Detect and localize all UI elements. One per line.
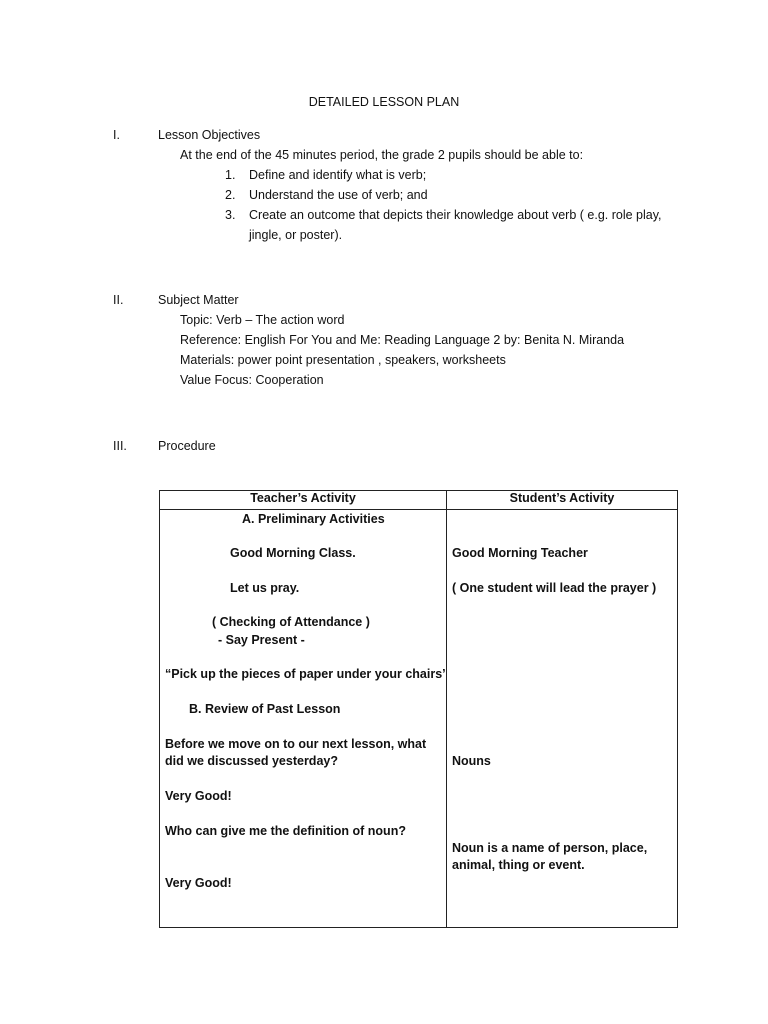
objective-num-2: 2.	[225, 188, 236, 202]
student-greeting: Good Morning Teacher	[452, 546, 588, 560]
procedure-table	[159, 490, 678, 928]
student-activity-cell	[447, 510, 678, 928]
teacher-prelim-heading: A. Preliminary Activities	[242, 512, 385, 526]
section-numeral-procedure: III.	[113, 439, 127, 453]
teacher-say-present: - Say Present -	[218, 633, 305, 647]
section-numeral-subject: II.	[113, 293, 124, 307]
document-title: DETAILED LESSON PLAN	[308, 95, 460, 109]
subject-materials: Materials: power point presentation , speakers, worksheets	[180, 353, 506, 367]
section-numeral-objectives: I.	[113, 128, 120, 142]
objective-text-3-cont: jingle, or poster).	[249, 228, 343, 242]
teacher-greeting: Good Morning Class.	[230, 546, 356, 560]
objective-num-3: 3.	[225, 208, 236, 222]
teacher-question-1-cont: did we discussed yesterday?	[165, 754, 338, 768]
teacher-pray: Let us pray.	[230, 581, 300, 595]
objective-text-1: Define and identify what is verb;	[249, 168, 427, 182]
objective-text-3: Create an outcome that depicts their knowledge about verb ( e.g. role play,	[249, 208, 662, 222]
student-definition-cont: animal, thing or event.	[452, 858, 585, 872]
section-heading-objectives: Lesson Objectives	[158, 128, 261, 142]
section-heading-procedure: Procedure	[158, 439, 216, 453]
header-teacher-activity: Teacher’s Activity	[160, 491, 447, 510]
teacher-very-good-2: Very Good!	[165, 876, 232, 890]
subject-value-focus: Value Focus: Cooperation	[180, 373, 324, 387]
subject-reference: Reference: English For You and Me: Reading Language 2 by: Benita N. Miranda	[180, 333, 625, 347]
table-row	[160, 510, 678, 928]
table-header-row	[160, 491, 678, 510]
teacher-attendance: ( Checking of Attendance )	[212, 615, 370, 629]
student-definition: Noun is a name of person, place,	[452, 841, 648, 855]
teacher-question-1: Before we move on to our next lesson, what	[165, 737, 427, 751]
objectives-intro: At the end of the 45 minutes period, the grade 2 pupils should be able to:	[180, 148, 584, 162]
student-nouns: Nouns	[452, 754, 491, 768]
teacher-review-heading: B. Review of Past Lesson	[189, 702, 341, 716]
teacher-question-2: Who can give me the definition of noun?	[165, 824, 406, 838]
objective-num-1: 1.	[225, 168, 236, 182]
teacher-activity-cell	[160, 510, 447, 928]
student-prayer: ( One student will lead the prayer )	[452, 581, 657, 595]
header-student-activity: Student’s Activity	[447, 491, 678, 510]
teacher-pick-up: “Pick up the pieces of paper under your chairs’	[165, 667, 446, 681]
teacher-very-good-1: Very Good!	[165, 789, 232, 803]
subject-topic: Topic: Verb – The action word	[180, 313, 345, 327]
section-heading-subject: Subject Matter	[158, 293, 239, 307]
objective-text-2: Understand the use of verb; and	[249, 188, 428, 202]
